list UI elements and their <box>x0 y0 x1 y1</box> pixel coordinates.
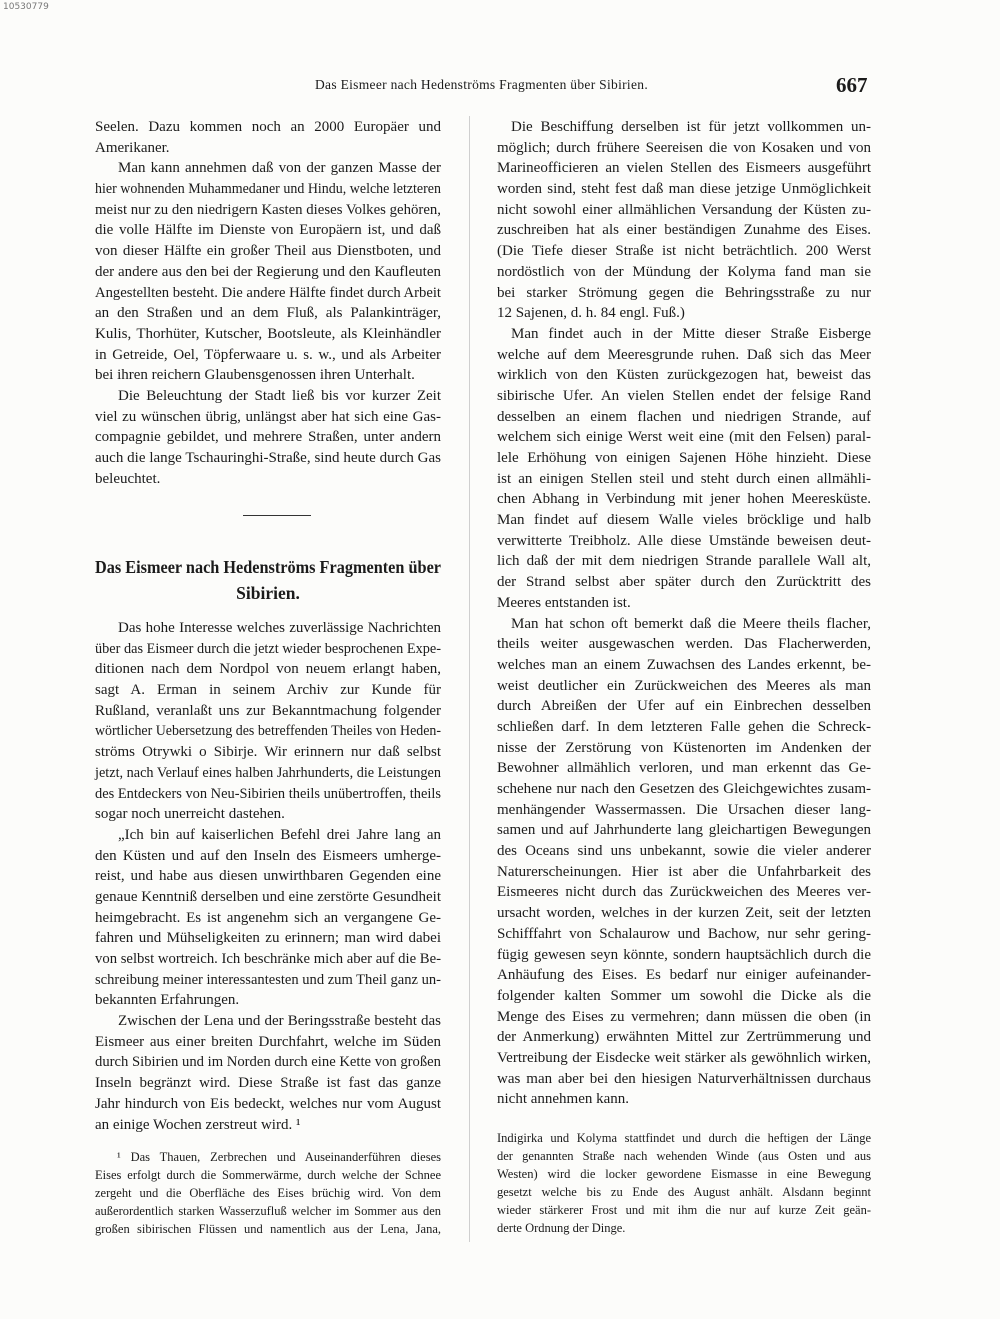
text-line <box>497 365 871 386</box>
line-text: Inseln begränzt wird. Diese Straße ist fast das ganze <box>95 1075 441 1092</box>
line-text: an den Straßen und an dem Fluß, als Palankinträger, <box>95 305 441 322</box>
text-line <box>95 990 441 1011</box>
line-text: Rußland, veranlaßt uns zur Bekanntmachung folgender <box>95 702 441 719</box>
line-text: Jahr hindurch von Eis bedeckt, welches nur vom August <box>95 1095 441 1112</box>
text-line <box>497 924 871 945</box>
text-line <box>497 283 871 304</box>
text-line <box>497 986 871 1007</box>
text-line <box>95 469 441 490</box>
text-line <box>497 1219 871 1237</box>
line-text: desselben an einem flachen und niedrigen Strande, auf <box>497 408 871 425</box>
line-text: chen Abhang in Verbindung mit jener hohen Meeresküste. <box>497 491 871 508</box>
text-line <box>497 841 871 862</box>
line-text: der Anmerkung) erwähnten Mittel zur Zertrümmerung und <box>497 1029 871 1046</box>
line-text: sogar noch unerreicht dastehen. <box>95 806 285 823</box>
text-line <box>95 639 441 660</box>
line-text: Eises erfolgt durch die Sommerwärme, durch welche der Schnee <box>95 1168 441 1182</box>
text-line <box>95 1220 441 1238</box>
text-line <box>95 1115 441 1136</box>
line-text: Man findet auf diesem Walle vieles bröcklige und halb <box>497 512 871 529</box>
text-line <box>497 551 871 572</box>
line-text: heimgebracht. Es ist angenehm sich an vergangene Ge- <box>95 909 441 926</box>
text-line <box>95 970 441 991</box>
line-text: 12 Sajenen, d. h. 84 engl. Fuß.) <box>497 305 685 322</box>
text-line <box>95 618 441 639</box>
line-text: Vertreibung der Eisdecke weit stärker als gewöhnlich wirken, <box>497 1049 871 1066</box>
text-line <box>95 1032 441 1053</box>
line-text: ursacht worden, welches in der kurzen Zeit, seit der letzten <box>497 905 871 922</box>
line-text: Bewohner allmählich verloren, und man erkennt das Ge- <box>497 760 871 777</box>
line-text: samen und auf Jahrhunderte lang gleichartigen Bewegungen <box>497 822 871 839</box>
text-line <box>497 1027 871 1048</box>
line-text: Naturerscheinungen. Hier ist aber die Unfahrbarkeit des <box>497 863 871 880</box>
line-text: die volle Hälfte im Dienste von Europäern ist, und daß <box>95 222 441 239</box>
line-text: Schifffahrt von Schalaurow und Bachow, nur sehr gering- <box>497 925 871 942</box>
text-line <box>95 324 441 345</box>
text-line <box>95 345 441 366</box>
text-line <box>497 572 871 593</box>
article-title <box>95 554 441 606</box>
text-line <box>95 158 441 179</box>
text-line <box>497 965 871 986</box>
line-text: zuschreiben hat als einer beständigen Zunahme des Eises. <box>497 222 871 239</box>
line-text: Man kann annehmen daß von der ganzen Masse der <box>118 160 441 177</box>
text-line <box>95 866 441 887</box>
line-text: ströms Otrywki o Sibirje. Wir erinnern nur daß selbst <box>95 744 441 761</box>
article-text-right-column <box>497 117 871 1110</box>
article-title-text: Das Eismeer nach Hedenströms Fragmenten über <box>95 557 441 577</box>
text-line <box>497 303 871 324</box>
scan-id: 10530779 <box>3 2 49 12</box>
line-text: reist, und habe aus diesen unwirthbaren Gegenden eine <box>95 868 441 885</box>
text-line <box>497 158 871 179</box>
line-text: verwitterte Treibholz. Alle diese Umstände beweisen deut- <box>497 532 871 549</box>
paragraph <box>95 1011 441 1135</box>
footnote-paragraph <box>95 1148 441 1238</box>
text-line <box>497 903 871 924</box>
text-line <box>95 701 441 722</box>
text-line <box>497 1069 871 1090</box>
line-text: über das Eismeer durch die jetzt wieder besprochenen Expe- <box>95 640 441 657</box>
text-line <box>95 386 441 407</box>
line-text: von selbst wortreich. Ich beschränke mich aber auf die Be- <box>95 951 441 967</box>
text-line <box>497 779 871 800</box>
text-line <box>95 1148 441 1166</box>
text-line <box>95 1184 441 1202</box>
paragraph <box>497 117 871 324</box>
line-text: hier wohnenden Muhammedaner und Hindu, welche letzteren <box>95 181 441 198</box>
line-text: durch Sibirien und im Norden durch eine Kette von großen <box>95 1054 441 1071</box>
text-line <box>497 614 871 635</box>
line-text: schehene nur nach den Gesetzen des Gleichgewichtes zusam- <box>497 781 871 797</box>
paragraph <box>95 618 441 825</box>
line-text: lich daß der mit dem niedrigen Strande parallele Wall alt, <box>497 553 871 570</box>
text-line <box>95 117 441 138</box>
text-line <box>95 1011 441 1032</box>
line-text: Die Beschiffung derselben ist für jetzt vollkommen un- <box>511 119 871 135</box>
article-title-line <box>95 554 441 580</box>
line-text: wirklich von den Küsten zurückgezogen hat, beweist das <box>497 367 871 384</box>
article-title-text: Sibirien. <box>236 583 300 603</box>
line-text: den Küsten und auf den Inseln des Eismeers umherge- <box>95 847 441 864</box>
text-line <box>95 680 441 701</box>
text-line <box>497 1183 871 1201</box>
text-line <box>497 758 871 779</box>
line-text: welches man an einem Zuwachsen des Landes erkennt, be- <box>497 656 871 673</box>
footnote-left <box>95 1148 441 1238</box>
line-text: nordöstlich von der Mündung der Kolyma fand man sie <box>497 263 871 280</box>
text-line <box>497 117 871 138</box>
line-text: Die Beleuchtung der Stadt ließ bis vor kurzer Zeit <box>118 387 441 404</box>
text-line <box>497 945 871 966</box>
paragraph <box>95 117 441 158</box>
line-text: großen sibirischen Flüssen und namentlich aus der Lena, Jana, <box>95 1222 441 1236</box>
footnote-paragraph <box>497 1129 871 1237</box>
line-text: auch die lange Tschauringhi-Straße, sind heute durch Gas <box>95 450 441 466</box>
text-line <box>497 820 871 841</box>
text-line <box>95 908 441 929</box>
text-line <box>95 825 441 846</box>
line-text: bei ihren reichern Glaubensgenossen ihren Unterhalt. <box>95 367 415 384</box>
text-line <box>95 1052 441 1073</box>
text-line <box>95 1202 441 1220</box>
line-text: der Strand selbst aber später durch den Zurücktritt des <box>497 574 871 591</box>
line-text: Anhäufung des Eises. Es bedarf nur einiger aufeinander- <box>497 967 871 984</box>
text-line <box>95 784 441 805</box>
text-line <box>95 241 441 262</box>
line-text: genaue Kenntniß derselben und eine zerstörte Gesundheit <box>95 888 441 905</box>
line-text: Kulis, Thorhüter, Kutscher, Bootsleute, als Kleinhändler <box>95 325 441 342</box>
line-text: meist nur zu den niedrigern Kasten dieses Volkes gehören, <box>95 201 441 218</box>
text-line <box>497 469 871 490</box>
line-text: Seelen. Dazu kommen noch an 2000 Europäer und <box>95 119 441 135</box>
text-line <box>95 427 441 448</box>
text-line <box>497 676 871 697</box>
line-text: viel zu wünschen übrig, unlängst aber hat sich eine Gas- <box>95 408 441 425</box>
line-text: gesetzt welche bis zu Ende des August anhält. Alsdann beginnt <box>497 1185 871 1199</box>
line-text: worden sind, steht fest daß man diese jetzige Unmöglichkeit <box>497 181 871 198</box>
line-text: nicht annehmen kann. <box>497 1091 630 1108</box>
line-text: Amerikaner. <box>95 139 170 156</box>
text-line <box>497 1089 871 1110</box>
text-line <box>497 510 871 531</box>
line-text: Westen) wird die locker gewordene Eismasse in eine Bewegung <box>497 1167 871 1181</box>
column-rule <box>469 116 470 1242</box>
text-line <box>497 717 871 738</box>
text-line <box>497 427 871 448</box>
text-line <box>95 804 441 825</box>
text-line <box>497 200 871 221</box>
text-line <box>497 241 871 262</box>
text-line <box>95 262 441 283</box>
footnote-right <box>497 1129 871 1237</box>
line-text: der andere aus den bei der Regierung und den Kaufleuten <box>95 263 441 280</box>
line-text: des Oceans sind uns unbekannt, sowie die vieler anderer <box>497 843 871 860</box>
text-line <box>95 283 441 304</box>
line-text: sibirische Ufer. An vielen Stellen endet der felsige Rand <box>497 387 871 404</box>
text-line <box>497 138 871 159</box>
line-text: bei starker Strömung gegen die Behringsstraße zu nur <box>497 284 871 301</box>
line-text: an einige Wochen zerstreut wird. ¹ <box>95 1116 301 1133</box>
line-text: ¹ Das Thauen, Zerbrechen und Auseinanderführen dieses <box>117 1150 441 1164</box>
line-text: Das hohe Interesse welches zuverlässige Nachrichten <box>118 620 441 636</box>
text-line <box>95 763 441 784</box>
line-text: von dieser Hälfte ein großer Theil aus Dienstboten, und <box>95 243 441 260</box>
line-text: der genannten Straße nach wehenden Winde (aus Osten und aus <box>497 1149 871 1163</box>
paragraph <box>497 614 871 1111</box>
line-text: derte Ordnung der Dinge. <box>497 1221 626 1235</box>
text-line <box>497 489 871 510</box>
line-text: „Ich bin auf kaiserlichen Befehl drei Jahre lang an <box>118 826 441 843</box>
line-text: Meeres entstanden ist. <box>497 594 631 611</box>
text-line <box>497 179 871 200</box>
text-line <box>497 738 871 759</box>
line-text: weist deutlicher ein Zurückweichen des Meeres als man <box>497 677 871 694</box>
line-text: Man hat schon oft bemerkt daß die Meere theils flacher, <box>511 615 871 632</box>
text-line <box>95 1166 441 1184</box>
line-text: bekannten Erfahrungen. <box>95 992 240 1009</box>
running-head: Das Eismeer nach Hedenströms Fragmenten über Sibirien. <box>315 77 648 92</box>
line-text: compagnie gebildet, und mehrere Straßen, unter andern <box>95 429 441 446</box>
line-text: Marineofficieren an vielen Stellen des Eismeers ausgeführt <box>497 160 871 177</box>
line-text: in Getreide, Oel, Töpferwaare u. s. w., und als Arbeiter <box>95 346 441 363</box>
line-text: fügig gewesen seyn könnte, sondern hauptsächlich durch die <box>497 946 871 963</box>
line-text: was man aber bei den hiesigen Naturverhältnissen durchaus <box>497 1070 871 1087</box>
text-line <box>497 1201 871 1219</box>
text-line <box>95 220 441 241</box>
text-line <box>95 949 441 970</box>
line-text: menhängender Wassermassen. Die Ursachen dieser lang- <box>497 801 871 818</box>
paragraph <box>95 825 441 1011</box>
text-line <box>497 1048 871 1069</box>
article-text-left-column <box>95 618 441 1135</box>
line-text: jetzt, nach Verlauf eines halben Jahrhunderts, die Leistungen <box>95 764 441 781</box>
text-line <box>497 1165 871 1183</box>
line-text: (Die Tiefe dieser Straße ist nicht beträchtlich. 200 Werst <box>497 243 871 260</box>
text-line <box>95 200 441 221</box>
text-line <box>497 634 871 655</box>
paragraph <box>95 158 441 386</box>
text-line <box>497 1147 871 1165</box>
line-text: fahren und Mühseligkeiten zu erinnern; man wird dabei <box>95 930 441 947</box>
line-text: Eismeer aus einer breiten Durchfahrt, welche im Süden <box>95 1033 441 1050</box>
line-text: folgender kalten Sommer um sowohl die Dicke als die <box>497 987 871 1004</box>
line-text: lele Erhöhung von einigen Sajenen Höhe hinzieht. Diese <box>497 450 871 466</box>
line-text: nicht sowohl einer allmählichen Versandung der Küsten zu- <box>497 201 871 218</box>
line-text: welchem sich einige Werst weit eine (mit den Felsen) paral- <box>497 429 871 446</box>
text-line <box>497 262 871 283</box>
line-text: beleuchtet. <box>95 470 161 487</box>
text-line <box>497 862 871 883</box>
text-line <box>95 179 441 200</box>
text-line <box>95 303 441 324</box>
line-text: nisse der Zerstörung von Küstenorten im Andenken der <box>497 739 871 756</box>
text-line <box>95 659 441 680</box>
line-text: durch Abreißen der Ufer auf ein Einbrechen desselben <box>497 698 871 715</box>
line-text: zergeht und die Oberfläche des Eises brüchig wird. Von dem <box>95 1186 441 1200</box>
line-text: theils weiter ausgewaschen werden. Das Flacherwerden, <box>497 636 871 653</box>
text-line <box>497 324 871 345</box>
text-line <box>497 220 871 241</box>
text-line <box>95 887 441 908</box>
line-text: ditionen nach dem Nordpol von neuem erlangt haben, <box>95 661 441 678</box>
line-text: möglich; durch frühere Seereisen die von Kosaken und von <box>497 139 871 156</box>
text-line <box>95 365 441 386</box>
line-text: Angestellten besteht. Die andere Hälfte findet durch Arbeit <box>95 284 441 301</box>
text-line <box>497 655 871 676</box>
section-divider <box>243 515 311 516</box>
line-text: wörtlicher Uebersetzung des betreffenden Theiles von Heden- <box>95 723 441 740</box>
text-line <box>95 846 441 867</box>
line-text: sagt A. Erman in seinem Archiv zur Kunde für <box>95 682 441 699</box>
text-line <box>95 448 441 469</box>
line-text: Zwischen der Lena und der Beringsstraße besteht das <box>118 1013 441 1030</box>
line-text: Indigirka und Kolyma stattfindet und durch die heftigen der Länge <box>497 1131 871 1145</box>
text-line <box>497 386 871 407</box>
text-line <box>497 696 871 717</box>
line-text: Eismeeres nicht durch das Zurückweichen des Meeres ver- <box>497 884 871 901</box>
paragraph <box>95 386 441 489</box>
article-title-line <box>95 580 441 606</box>
line-text: welche auf dem Meeresgrunde ruhen. Daß sich das Meer <box>497 346 871 363</box>
text-line <box>497 882 871 903</box>
text-line <box>497 1129 871 1147</box>
text-line <box>95 138 441 159</box>
line-text: schließen darf. In dem letzteren Falle gehen die Schreck- <box>497 718 871 735</box>
text-line <box>497 593 871 614</box>
page-number: 667 <box>836 73 868 97</box>
line-text: außerordentlich starken Wasserzufluß welcher im Sommer aus den <box>95 1204 441 1218</box>
previous-article-text <box>95 117 441 489</box>
text-line <box>95 721 441 742</box>
line-text: schreibung meiner interessantesten und zum Theil ganz un- <box>95 971 441 988</box>
text-line <box>95 407 441 428</box>
text-line <box>497 800 871 821</box>
line-text: des Entdeckers von Neu-Sibirien theils unübertroffen, theils <box>95 785 441 802</box>
line-text: Man findet auch in der Mitte dieser Straße Eisberge <box>511 325 871 342</box>
line-text: wieder stärkerer Frost und mit ihm die nur auf kurze Zeit geän- <box>497 1203 871 1217</box>
text-line <box>95 1073 441 1094</box>
paragraph <box>497 324 871 614</box>
text-line <box>497 345 871 366</box>
text-line <box>497 531 871 552</box>
line-text: Menge des Eises zu vermehren; dann müssen die oben (in <box>497 1008 871 1025</box>
text-line <box>95 742 441 763</box>
text-line <box>497 1007 871 1028</box>
text-line <box>497 407 871 428</box>
text-line <box>497 448 871 469</box>
text-line <box>95 928 441 949</box>
line-text: ist an einigen Stellen steil und steht durch einen allmähli- <box>497 470 871 487</box>
text-line <box>95 1094 441 1115</box>
